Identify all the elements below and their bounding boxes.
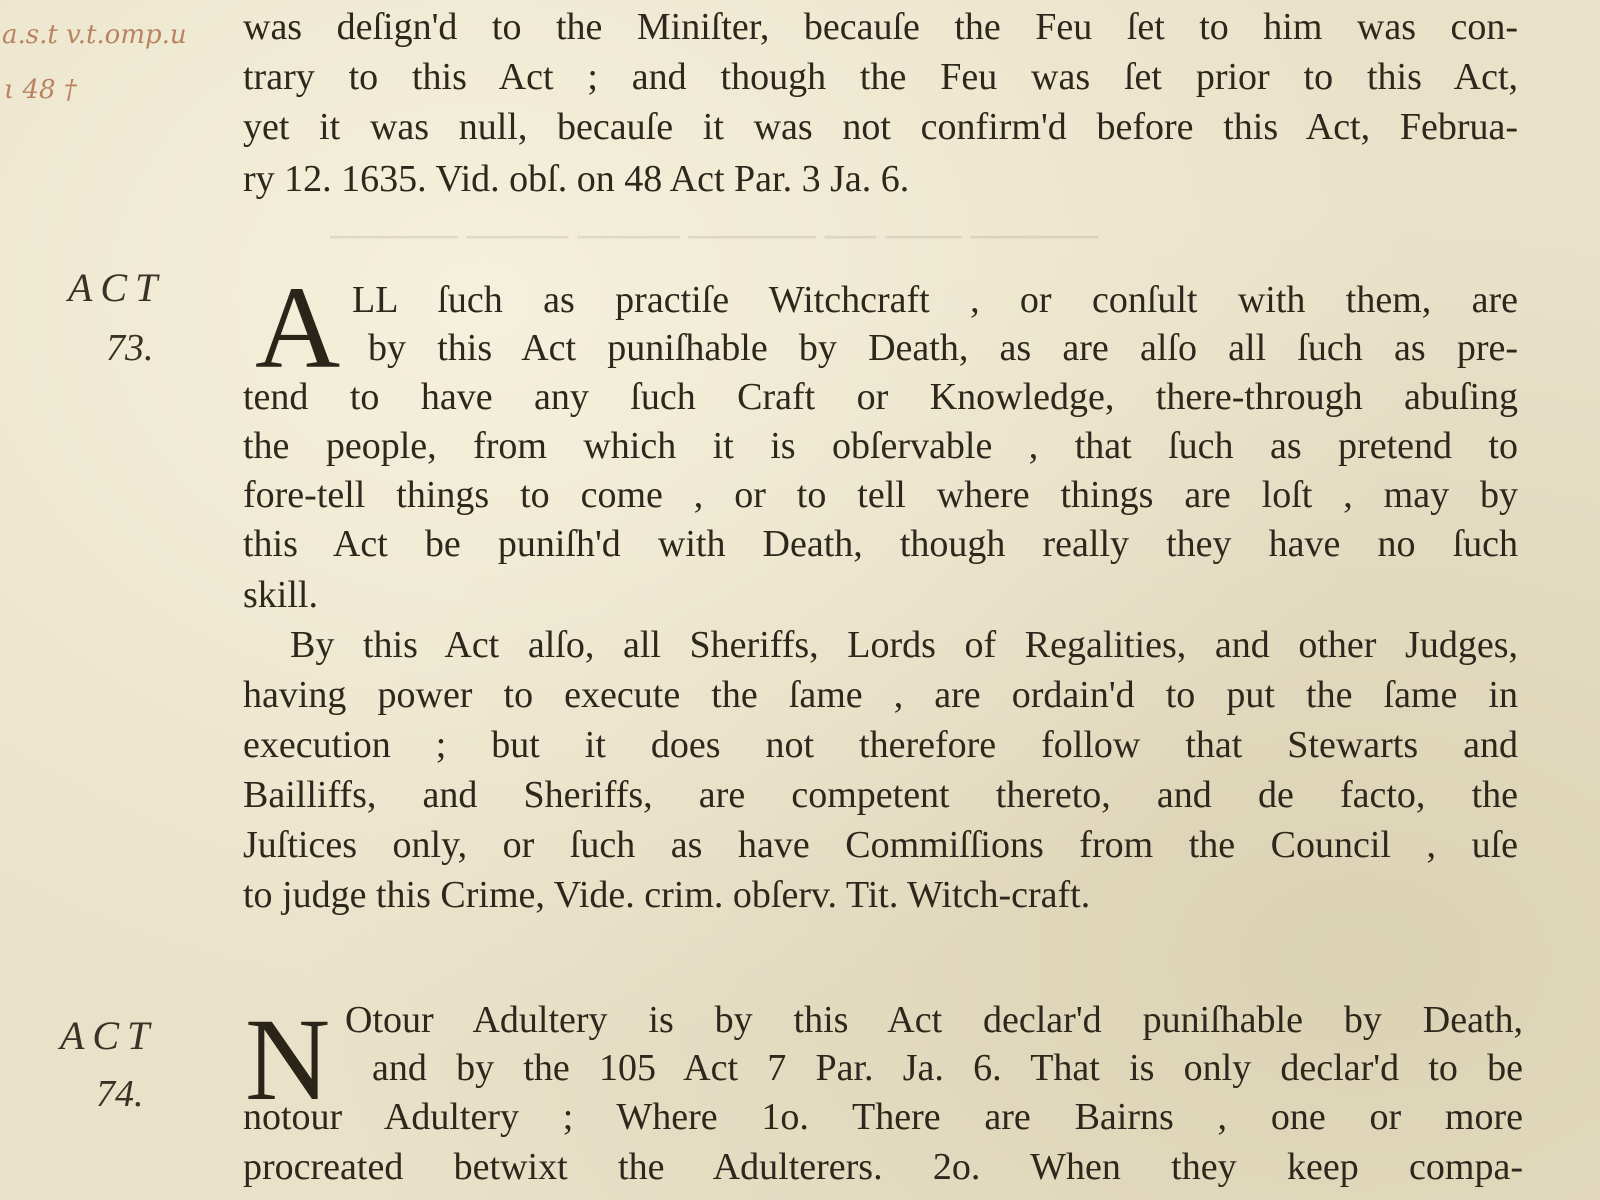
- show-through-text: ───── ─── ── ───── ──── ──── ─────: [330, 216, 1099, 256]
- act-73-line: LL ſuch as practiſe Witchcraft , or conſult with them, are: [352, 279, 1518, 321]
- margin-note-top: a.s.t v.t.omp.u: [2, 20, 187, 50]
- top-paragraph-line: ry 12. 1635. Vid. obſ. on 48 Act Par. 3 Ja. 6.: [243, 158, 910, 200]
- act-73-paragraph2-line: to judge this Crime, Vide. crim. obſerv. Tit. Witch-craft.: [243, 874, 1091, 916]
- act-73-line: skill.: [243, 574, 318, 616]
- act-73-line: by this Act puniſhable by Death, as are alſo all ſuch as pre-: [368, 327, 1518, 369]
- act-74-label: ACT: [60, 1013, 158, 1058]
- act-73-paragraph2-line: having power to execute the ſame , are ordain'd to put the ſame in: [243, 674, 1518, 716]
- top-paragraph-line: yet it was null, becauſe it was not confirm'd before this Act, Februa-: [243, 106, 1518, 148]
- act-74-line: notour Adultery ; Where 1o. There are Bairns , one or more: [243, 1096, 1523, 1138]
- act-74-line: procreated betwixt the Adulterers. 2o. When they keep compa-: [243, 1146, 1523, 1188]
- act-74-number: 74.: [96, 1073, 144, 1115]
- act-73-number: 73.: [106, 327, 154, 369]
- act-73-paragraph2-line: Bailliffs, and Sheriffs, are competent thereto, and de facto, the: [243, 774, 1518, 816]
- act-73-label: ACT: [68, 265, 166, 310]
- act-74-dropcap: N: [245, 994, 331, 1125]
- act-74-line: and by the 105 Act 7 Par. Ja. 6. That is only declar'd to be: [372, 1047, 1523, 1089]
- act-73-dropcap: A: [255, 262, 341, 393]
- act-73-paragraph2-line: execution ; but it does not therefore follow that Stewarts and: [243, 724, 1518, 766]
- top-paragraph-line: was deſign'd to the Miniſter, becauſe the Feu ſet to him was con-: [243, 6, 1518, 48]
- act-73-line: this Act be puniſh'd with Death, though really they have no ſuch: [243, 523, 1518, 565]
- act-73-paragraph2-line: By this Act alſo, all Sheriffs, Lords of Regalities, and other Judges,: [290, 624, 1518, 666]
- act-73-line: fore-tell things to come , or to tell where things are loſt , may by: [243, 474, 1518, 516]
- act-73-line: the people, from which it is obſervable , that ſuch as pretend to: [243, 425, 1518, 467]
- act-73-line: tend to have any ſuch Craft or Knowledge, there-through abuſing: [243, 376, 1518, 418]
- top-paragraph-line: trary to this Act ; and though the Feu was ſet prior to this Act,: [243, 56, 1518, 98]
- margin-note-second: ι 48 †: [4, 75, 77, 105]
- act-74-line: Otour Adultery is by this Act declar'd puniſhable by Death,: [345, 999, 1523, 1041]
- act-73-paragraph2-line: Juſtices only, or ſuch as have Commiſſions from the Council , uſe: [243, 824, 1518, 866]
